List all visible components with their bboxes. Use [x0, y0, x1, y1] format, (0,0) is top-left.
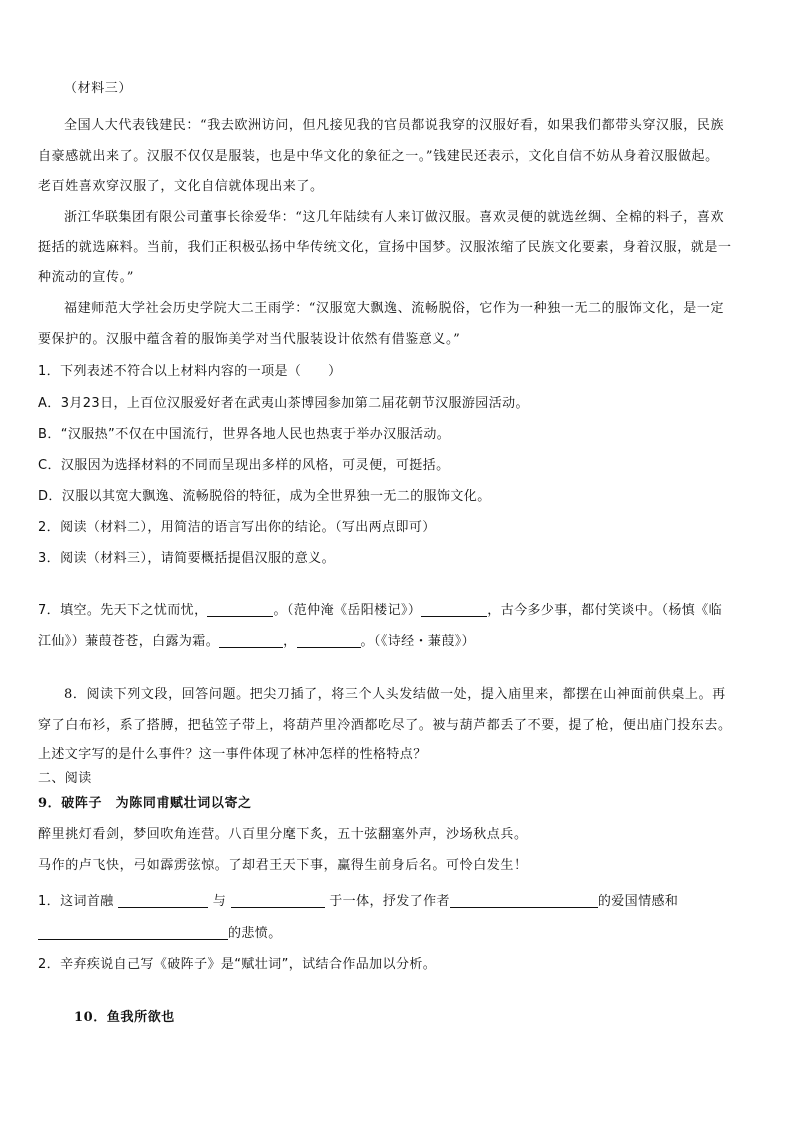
q7-line-1 [38, 602, 722, 620]
q7-part-2: 。（范仲淹《岳阳楼记》） [273, 603, 422, 618]
q9-poem-line-1: 醉里挑灯看剑，梦回吹角连营。八百里分麾下炙，五十弦翻塞外声，沙场秋点兵。 [38, 827, 528, 842]
section-heading: 二、阅读 [38, 771, 92, 786]
material3-line-7: 福建师范大学社会历史学院大二王雨学：“汉服宽大飘逸、流畅脱俗，它作为一种独一无二的服饰文化，是一定 [64, 301, 725, 316]
q7-part-5: ， [283, 634, 297, 649]
q2-text: 2．阅读（材料二），用简洁的语言写出你的结论。（写出两点即可） [38, 520, 436, 535]
q7-blank-2[interactable] [421, 602, 487, 617]
q1-stem: 1．下列表述不符合以上材料内容的一项是（ ） [38, 364, 342, 379]
q9-sub2: 2．辛弃疾说自己写《破阵子》是“赋壮词”，试结合作品加以分析。 [38, 957, 437, 972]
q1-option-d: D．汉服以其宽大飘逸、流畅脱俗的特征，成为全世界独一无二的服饰文化。 [38, 489, 491, 504]
q9-sub1-part-c: 于一体，抒发了作者 [329, 894, 450, 909]
q7-part-1: 7．填空。先天下之忧而忧， [38, 603, 208, 618]
q1-option-b: B．“汉服热”不仅在中国流行，世界各地人民也热衷于举办汉服活动。 [38, 427, 451, 442]
q9-blank-1[interactable] [118, 893, 208, 908]
material3-line-1: 全国人大代表钱建民：“我去欧洲访问，但凡接见我的官员都说我穿的汉服好看，如果我们都带头穿汉服，民族 [64, 118, 725, 133]
q7-part-3: ，古今多少事，都付笑谈中。（杨慎《临 [487, 603, 722, 618]
q9-sub1-line-2 [38, 925, 282, 943]
q1-option-c: C．汉服因为选择材料的不同而呈现出多样的风格，可灵便，可挺括。 [38, 458, 450, 473]
q7-part-4: 江仙》）蒹葭苍苍，白露为霜。 [38, 634, 220, 649]
q9-blank-2[interactable] [231, 893, 325, 908]
material3-heading: （材料三） [64, 81, 133, 96]
q9-poem-line-2: 马作的卢飞快，弓如霹雳弦惊。了却君王天下事，赢得生前身后名。可怜白发生！ [38, 858, 528, 873]
q3-text: 3．阅读（材料三），请简要概括提倡汉服的意义。 [38, 551, 335, 566]
q10-title: 10．鱼我所欲也 [74, 1010, 175, 1025]
q7-blank-4[interactable] [297, 633, 361, 648]
q9-sub1-part-b: 与 [212, 894, 227, 909]
q9-sub1-part-d: 的爱国情感和 [597, 894, 679, 909]
q7-blank-1[interactable] [207, 602, 273, 617]
q9-sub1-part-a: 1．这词首融 [38, 894, 114, 909]
q1-option-a: A．3月23日，上百位汉服爱好者在武夷山茶博园参加第二届花朝节汉服游园活动。 [38, 396, 529, 411]
material3-line-8: 要保护的。汉服中蕴含着的服饰美学对当代服装设计依然有借鉴意义。” [38, 332, 461, 347]
q9-title: 9．破阵子 为陈同甫赋壮词以寄之 [38, 796, 252, 811]
material3-line-2: 自豪感就出来了。汉服不仅仅是服装，也是中华文化的象征之一。”钱建民还表示，文化自信不妨从身着汉服做起。 [38, 149, 719, 164]
q9-sub1-line-1 [38, 893, 678, 911]
q7-blank-3[interactable] [219, 633, 283, 648]
q9-sub1-part-e: 的悲愤。 [228, 926, 282, 941]
q9-blank-4[interactable] [38, 925, 228, 940]
material3-line-3: 老百姓喜欢穿汉服了，文化自信就体现出来了。 [38, 179, 324, 194]
material3-line-5: 挺括的就选麻料。当前，我们正积极弘扬中华传统文化，宣扬中国梦。汉服浓缩了民族文化要素，身着汉服，就是一 [38, 240, 732, 255]
q7-part-6: 。（《诗经・蒹葭》） [360, 634, 476, 649]
q8-line-2: 穿了白布衫，系了搭膊，把毡笠子带上，将葫芦里冷酒都吃尽了。被与葫芦都丢了不要，提了枪，便出庙门投东去。 [38, 718, 732, 733]
material3-line-4: 浙江华联集团有限公司董事长徐爱华：“这几年陆续有人来订做汉服。喜欢灵便的就选丝绸、全棉的料子，喜欢 [64, 210, 725, 225]
q7-line-2 [38, 633, 475, 651]
q8-line-1: 8．阅读下列文段，回答问题。把尖刀插了，将三个人头发结做一处，提入庙里来，都摆在山神面前供桌上。再 [64, 687, 726, 702]
q9-blank-3[interactable] [450, 893, 598, 908]
material3-line-6: 种流动的宣传。” [38, 270, 134, 285]
q8-line-3: 上述文字写的是什么事件？这一事件体现了林冲怎样的性格特点？ [38, 747, 427, 762]
